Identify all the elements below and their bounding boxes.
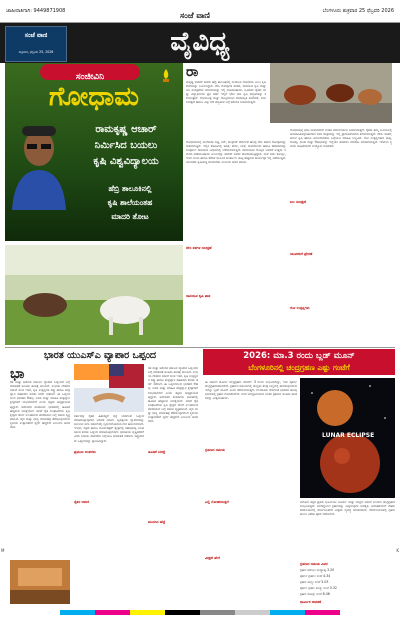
eclipse-title-2: ಬೆಂಗಳೂರಿನಲ್ಲಿ ಚಂದ್ರಗ್ರಹಣ ಎಷ್ಟು ಗಂಟೆಗೆ: [248, 363, 350, 372]
feature-headline-2: ನಿರ್ಮಿಸಿದ ಬಯಲು: [94, 140, 158, 151]
trade-deal-body-3: ರತ ಮತ್ತು ಅಮೆರಿಕ ನಡುವಿನ ವ್ಯಾಪಾರ ಒಪ್ಪಂದದ ಬಗ್ಗೆ ಮಾತುಕತೆ ಅಂತಿಮ ಹಂತಕ್ಕೆ ತಲುಪಿದೆ. ಉಭಯ ದೇಶಗಳ ನಡುವೆ ಸುಂಕ ಇಳಿಕೆ, ಕೃಷಿ ಉತ್ಪನ್ನಗಳ ರಫ್ತು ಹಾಗೂ ತಂತ್ರಜ್ಞಾನ ಸಹಕಾರದ ಕುರಿತು ಚರ್ಚೆ ನಡೆದಿದೆ. ಈ ಒಪ್ಪಂದದಿಂದ ಭಾರತದ ಔಷಧ, ಜವಳಿ ಮತ್ತು ಮಾಹಿತಿ ತಂತ್ರಜ್ಞಾನ ಕ್ಷೇತ್ರಗಳಿಗೆ ಲಾಭವಾಗಲಿದೆ ಎಂದು ತಜ್ಞರು ಅಭಿಪ್ರಾಯಪಟ್ಟಿದ್ದಾರೆ. ಅಮೆರಿಕದ ಕಂಪನಿಗಳು ಭಾರತದಲ್ಲಿ ಹೂಡಿಕೆ ಹೆಚ್ಚಿಸುವ ನಿರೀಕ್ಷೆಯಿದೆ. ಆದರೆ ರೈತ ಸಂಘಟನೆಗಳು ಕೃಷಿ ಕ್ಷೇತ್ರದ ಮೇಲೆ ಉಂಟಾಗುವ ಪರಿಣಾಮದ ಬಗ್ಗೆ ಆತಂಕ ವ್ಯಕ್ತಪಡಿಸಿವೆ. ಡೈರಿ ಮತ್ತು ಧಾನ್ಯ ಮಾರುಕಟ್ಟೆ ತೆರೆಯುವುದರಿಂದ ಸ್ಥಳೀಯ ಉತ್ಪಾದಕರಿಗೆ ಸ್ಪರ್ಧೆ ಹೆಚ್ಚಲಿದೆ ಎಂಬುದು ಅವರ ವಾದ.: [148, 366, 198, 424]
trade-deal-subhead-2: ರೈತರ ಆತಂಕ: [74, 500, 89, 504]
feature-body-right: ಗೋಧಾಮಕ್ಕೆ ಭೇಟಿ ನೀಡುವವರಿಗೆ ಉಚಿತ ಮಾರ್ಗದರ್ಶನ ನೀಡಲಾಗುತ್ತದೆ. ರೈತರು ತಮ್ಮ ಜಮೀನಿನಲ್ಲಿ ಅಳವಡಿಸಿಕೊಳ್ಳಬಹುದಾದ ಸರಳ ತಂತ್ರಗಳನ್ನು ಇಲ್ಲಿ ಪ್ರಾಯೋಗಿಕವಾಗಿ ಕಲಿಸಲಾಗುತ್ತದೆ. ಜೇನು ಸಾಕಣೆ, ಅಣಬೆ ಕೃಷಿ ಹಾಗೂ ಮೀನುಗಾರಿಕೆಯ ಬಗ್ಗೆಯೂ ಮಾಹಿತಿ ಲಭ್ಯವಿದೆ. ಗೋ ಉತ್ಪನ್ನಗಳಾದ ತುಪ್ಪ, ಸೋಪು, ಧೂಪ ಮತ್ತು ಔಷಧಿಗಳನ್ನು ಇಲ್ಲಿಯೇ ತಯಾರಿಸಿ ಮಾರಾಟ ಮಾಡಲಾಗುತ್ತಿದೆ. ಇದರಿಂದ ಸ್ಥಳೀಯ ಮಹಿಳೆಯರಿಗೆ ಉದ್ಯೋಗ ದೊರೆತಿದೆ.: [290, 128, 392, 149]
trade-deal-subhead-4: ಮುಂದಿನ ಹೆಜ್ಜೆ: [148, 520, 166, 524]
masthead-date: ಬೆಂಗಳೂರು ಶುಕ್ರವಾರ 25 ಫೆಬ್ರವರಿ 2026: [322, 8, 394, 14]
registration-mark-left: M: [1, 548, 5, 553]
feature-photo-person: [8, 120, 70, 210]
sidebar-logo-name: ಸಂಜೆ ವಾಣಿ: [24, 32, 48, 39]
feature-headline-3: ಕೃಷಿ ವಿಶ್ವವಿದ್ಯಾಲಯ: [93, 156, 159, 167]
eclipse-subhead-3: ವೀಕ್ಷಣೆ ಹೇಗೆ: [205, 556, 220, 560]
feature-subhead-5: ಗೋ ಉತ್ಪನ್ನಗಳು: [290, 306, 310, 310]
trade-deal-body-1: ರತ ಮತ್ತು ಅಮೆರಿಕ ನಡುವಿನ ವ್ಯಾಪಾರ ಒಪ್ಪಂದದ ಬಗ್ಗೆ ಮಾತುಕತೆ ಅಂತಿಮ ಹಂತಕ್ಕೆ ತಲುಪಿದೆ. ಉಭಯ ದೇಶಗಳ ನಡುವೆ ಸುಂಕ ಇಳಿಕೆ, ಕೃಷಿ ಉತ್ಪನ್ನಗಳ ರಫ್ತು ಹಾಗೂ ತಂತ್ರಜ್ಞಾನ ಸಹಕಾರದ ಕುರಿತು ಚರ್ಚೆ ನಡೆದಿದೆ. ಈ ಒಪ್ಪಂದದಿಂದ ಭಾರತದ ಔಷಧ, ಜವಳಿ ಮತ್ತು ಮಾಹಿತಿ ತಂತ್ರಜ್ಞಾನ ಕ್ಷೇತ್ರಗಳಿಗೆ ಲಾಭವಾಗಲಿದೆ ಎಂದು ತಜ್ಞರು ಅಭಿಪ್ರಾಯಪಟ್ಟಿದ್ದಾರೆ. ಅಮೆರಿಕದ ಕಂಪನಿಗಳು ಭಾರತದಲ್ಲಿ ಹೂಡಿಕೆ ಹೆಚ್ಚಿಸುವ ನಿರೀಕ್ಷೆಯಿದೆ. ಆದರೆ ರೈತ ಸಂಘಟನೆಗಳು ಕೃಷಿ ಕ್ಷೇತ್ರದ ಮೇಲೆ ಉಂಟಾಗುವ ಪರಿಣಾಮದ ಬಗ್ಗೆ ಆತಂಕ ವ್ಯಕ್ತಪಡಿಸಿವೆ. ಡೈರಿ ಮತ್ತು ಧಾನ್ಯ ಮಾರುಕಟ್ಟೆ ತೆರೆಯುವುದರಿಂದ ಸ್ಥಳೀಯ ಉತ್ಪಾದಕರಿಗೆ ಸ್ಪರ್ಧೆ ಹೆಚ್ಚಲಿದೆ ಎಂಬುದು ಅವರ ವಾದ.: [10, 380, 70, 430]
eclipse-time-5: ಗ್ರಹಣ ಮೋಕ್ಷ: ಸಂಜೆ 6.46: [300, 592, 330, 596]
eclipse-subhead-2: ಎಲ್ಲಿ ಗೋಚರಿಸುತ್ತದೆ: [205, 500, 229, 504]
eclipse-body-1: ಈ ವರ್ಷದ ಮೊದಲ ಚಂದ್ರಗ್ರಹಣ ಮಾರ್ಚ್ 3 ರಂದು ಸಂಭವಿಸಲಿದ್ದು, ಇದು ಪೂರ್ಣ ಚಂದ್ರಗ್ರಹಣವಾಗಿರಲಿದೆ. ಗ್ರಹಣದ ಸಮಯದಲ್ಲಿ ಚಂದ್ರನು ಕೆಂಪು ಬಣ್ಣದಲ್ಲಿ ಕಾಣಿಸುವುದರಿಂದ ಇದನ್ನು ಬ್ಲಡ್ ಮೂನ್ ಎಂದು ಕರೆಯಲಾಗುತ್ತದೆ. ಬೆಂಗಳೂರು ಸೇರಿದಂತೆ ಭಾರತದ ಹಲವು ಭಾಗಗಳಲ್ಲಿ ಗ್ರಹಣ ಗೋಚರಿಸಲಿದೆ. ಸಂಜೆ ಚಂದ್ರೋದಯದ ನಂತರ ಗ್ರಹಣದ ಅಂತಿಮ ಹಂತಗಳನ್ನು ವೀಕ್ಷಿಸಬಹುದು.: [205, 380, 297, 401]
eclipse-photo-label: LUNAR ECLIPSE: [322, 432, 375, 439]
eclipse-time-3: ಗ್ರಹಣ ಮಧ್ಯ: ಸಂಜೆ 5.03: [300, 580, 329, 584]
feature-subhead-2: ಸಾವಯವ ಕೃಷಿ ಪಾಠ: [186, 294, 211, 298]
eclipse-time-2: ಪೂರ್ಣ ಗ್ರಹಣ: ಸಂಜೆ 4.34: [300, 574, 331, 578]
eclipse-title-1: 2026: ಮಾ.3 ರಂದು ಬ್ಲಡ್ ಮೂನ್: [243, 351, 355, 361]
cows-photo: [270, 63, 392, 123]
trade-deal-title: ಭಾರತ ಯುಎಸ್‌ಎ ವ್ಯಾಪಾರ ಒಪ್ಪಂದ: [43, 350, 157, 361]
feature-tagline-3: ಮಾದರಿ ತೋಟ: [111, 212, 149, 221]
feature-title: ಗೋಧಾಮ: [49, 82, 139, 112]
sidebar-logo: [5, 26, 67, 62]
eclipse-time-4: ಪೂರ್ಣ ಗ್ರಹಣ ಅಂತ್ಯ: ಸಂಜೆ 5.32: [300, 586, 337, 590]
trade-deal-photo: [74, 364, 144, 412]
masthead-logo: ಸಂಜೆ ವಾಣಿ: [180, 11, 210, 20]
trade-deal-subhead-3: ಹೂಡಿಕೆ ನಿರೀಕ್ಷೆ: [148, 450, 166, 454]
field-cows-photo: [5, 245, 183, 345]
masthead: [0, 0, 400, 23]
eclipse-time-1: ಗ್ರಹಣ ಆರಂಭ: ಮಧ್ಯಾಹ್ನ 3.20: [300, 568, 335, 572]
trade-deal-photo-2: [10, 560, 70, 604]
eclipse-body-2: ಖಗೋಳ ತಜ್ಞರ ಪ್ರಕಾರ ಭೂಮಿಯು ಸೂರ್ಯ ಮತ್ತು ಚಂದ್ರನ ನಡುವೆ ಬಂದಾಗ ಚಂದ್ರಗ್ರಹಣ ಸಂಭವಿಸುತ್ತದೆ. ಬರಿಗಣ್ಣಿನಿಂದ ಗ್ರಹಣವನ್ನು ವೀಕ್ಷಿಸುವುದು ಸುರಕ್ಷಿತ. ಜವಾಹರಲಾಲ್ ನೆಹರು ತಾರಾಲಯದಲ್ಲಿ ಸಾರ್ವಜನಿಕರಿಗೆ ವೀಕ್ಷಣಾ ವ್ಯವಸ್ಥೆ ಮಾಡಲಾಗಿದೆ. ದೇವಾಲಯಗಳಲ್ಲಿ ಗ್ರಹಣ ಕಾಲದ ವಿಶೇಷ ಪೂಜೆ ನಡೆಯಲಿದೆ.: [300, 500, 395, 517]
registration-mark-right: K: [396, 548, 399, 553]
trade-deal-subhead-1: ಪ್ರಮುಖ ಅಂಶಗಳು: [74, 450, 96, 454]
trade-deal-drop-cap: ಭಾ: [10, 366, 25, 382]
feature-drop-cap: ರಾ: [186, 64, 199, 80]
feature-tagline-1: ಹೆಬ್ರಿ ತಾಲೂಕಿನಲ್ಲಿ: [108, 184, 152, 193]
sidebar-logo-date: ಶುಕ್ರವಾರ, ಫೆಬ್ರವರಿ 25, 2026: [18, 50, 54, 54]
eclipse-photo: [300, 378, 395, 498]
feature-subhead-4: ಯುವಕರಿಗೆ ಪ್ರೇರಣೆ: [290, 252, 313, 256]
section-divider: [5, 347, 395, 348]
feature-kicker: ಸಂಜೀವಿನಿ: [40, 64, 140, 80]
feature-headline-1: ರಾಮಕೃಷ್ಣ ಆಚಾರ್: [95, 124, 157, 135]
eclipse-subhead-4: ಧಾರ್ಮಿಕ ಆಚರಣೆ: [300, 600, 322, 604]
feature-subhead-1: ದೇಸಿ ತಳಿಗಳ ಸಂರಕ್ಷಣೆ: [186, 246, 212, 250]
section-title: ವೈವಿಧ್ಯ: [170, 27, 230, 57]
eclipse-subhead-1: ಗ್ರಹಣದ ಸಮಯ: [205, 448, 225, 452]
feature-tagline-2: ಕೃಷಿ ಶಾಲೆಯಂತಹ: [107, 198, 153, 207]
feature-body-top: ಮಕೃಷ್ಣ ಆಚಾರ್ ಅವರು ಹೆಬ್ರಿ ತಾಲೂಕಿನಲ್ಲಿ ಸಂಜೀವಿನಿ ಗೋಧಾಮ ಎಂಬ ಕೃಷಿ ಶಾಲೆಯನ್ನು ನಿರ್ಮಿಸಿದ್ದಾರೆ. ದೇಸಿ ಗೋವುಗಳ ಸಾಕಣೆ, ಸಾವಯವ ಕೃಷಿ ಮತ್ತು ಜಲ ಸಂರಕ್ಷಣೆಯ ಮಾದರಿಯನ್ನು ಇಲ್ಲಿ ನೋಡಬಹುದು. ನೂರಾರು ರೈತರು ಮತ್ತು ವಿದ್ಯಾರ್ಥಿಗಳು ಪ್ರತಿ ವರ್ಷ ಇಲ್ಲಿಗೆ ಭೇಟಿ ನೀಡಿ ಕೃಷಿ ಪದ್ಧತಿಗಳನ್ನು ಕಲಿಯುತ್ತಾರೆ. ಗೋಮೂತ್ರ ಮತ್ತು ಗೊಬ್ಬರದಿಂದ ಜೀವಾಮೃತ ತಯಾರಿಕೆ, ಬೀಜ ಸಂರಕ್ಷಣೆ ಹಾಗೂ ಮಿಶ್ರ ಬೆಳೆ ಪದ್ಧತಿಗಳ ಬಗ್ಗೆ ತರಬೇತಿ ನೀಡಲಾಗುತ್ತದೆ.: [186, 80, 266, 105]
masthead-ad-phone: ಜಾಹೀರಾತಿಗಾಗಿ: 9449871908: [6, 8, 66, 14]
print-color-bar: [60, 610, 340, 615]
feature-subhead-3: ಜಲ ಸಂರಕ್ಷಣೆ: [290, 200, 306, 204]
feature-body-left: ಗೋಧಾಮದಲ್ಲಿ ಮಲೆನಾಡು ಗಿಡ್ಡ, ಗಿರ್, ಕಾಂಕ್ರೇಜ್ ಸೇರಿದಂತೆ ಹಲವು ದೇಸಿ ತಳಿಗಳ ಗೋವುಗಳನ್ನು ಸಾಕಲಾಗುತ್ತಿದೆ. ಇಲ್ಲಿನ ತೋಟದಲ್ಲಿ ಅಡಿಕೆ, ತೆಂಗು, ಬಾಳೆ, ಕಾಳುಮೆಣಸು ಹಾಗೂ ತರಕಾರಿಗಳನ್ನು ಸಂಪೂರ್ಣ ಸಾವಯವ ವಿಧಾನದಲ್ಲಿ ಬೆಳೆಯಲಾಗುತ್ತಿದೆ. ರಾಸಾಯನಿಕ ಗೊಬ್ಬರ ಬಳಸದೆ ಉತ್ತಮ ಇಳುವರಿ ಪಡೆಯಬಹುದು ಎಂಬುದನ್ನು ಆಚಾರ್ ಅವರು ತೋರಿಸಿಕೊಟ್ಟಿದ್ದಾರೆ. ಮಳೆ ನೀರು ಕೊಯ್ಲು, ಇಂಗು ಗುಂಡಿ ಹಾಗೂ ಕೆರೆಗಳ ಮೂಲಕ ಅಂತರ್ಜಲ ಮಟ್ಟ ಹೆಚ್ಚಿಸುವ ಕಾರ್ಯವೂ ಇಲ್ಲಿ ನಡೆಯುತ್ತಿದೆ. ಯುವಕರು ಕೃಷಿಯತ್ತ ಮರಳಬೇಕು ಎಂಬುದು ಅವರ ಆಶಯ.: [186, 140, 286, 165]
trade-deal-body-2: ಸರ್ಕಾರವು ರೈತರ ಹಿತಾಸಕ್ತಿಗೆ ಧಕ್ಕೆ ಬಾರದಂತೆ ಒಪ್ಪಂದ ಮಾಡಿಕೊಳ್ಳುವುದಾಗಿ ಭರವಸೆ ನೀಡಿದೆ. ದ್ವಿಪಕ್ಷೀಯ ವ್ಯಾಪಾರವನ್ನು ಮುಂದಿನ ಐದು ವರ್ಷಗಳಲ್ಲಿ ದ್ವಿಗುಣಗೊಳಿಸುವ ಗುರಿ ಹೊಂದಲಾಗಿದೆ. ಇಂಧನ, ರಕ್ಷಣೆ ಹಾಗೂ ಸೆಮಿಕಂಡಕ್ಟರ್ ಕ್ಷೇತ್ರದಲ್ಲಿ ಸಹಭಾಗಿತ್ವ ಬಲಪಡಿಸುವ ಕುರಿತು ಒಪ್ಪಂದ ಮಾಡಿಕೊಳ್ಳಲಾಗಿದೆ. ಭಾರತೀಯ ವೃತ್ತಿಪರರಿಗೆ ವೀಸಾ ನಿಯಮ ಸಡಿಲಿಕೆಯ ಬಗ್ಗೆಯೂ ಮಾತುಕತೆ ನಡೆದಿದೆ. ರಫ್ತುದಾರರು ಒಪ್ಪಂದವನ್ನು ಸ್ವಾಗತಿಸಿದ್ದಾರೆ.: [74, 414, 144, 443]
eclipse-times-title: ಗ್ರಹಣದ ಸಮಯ ವಿವರ: [300, 562, 328, 566]
